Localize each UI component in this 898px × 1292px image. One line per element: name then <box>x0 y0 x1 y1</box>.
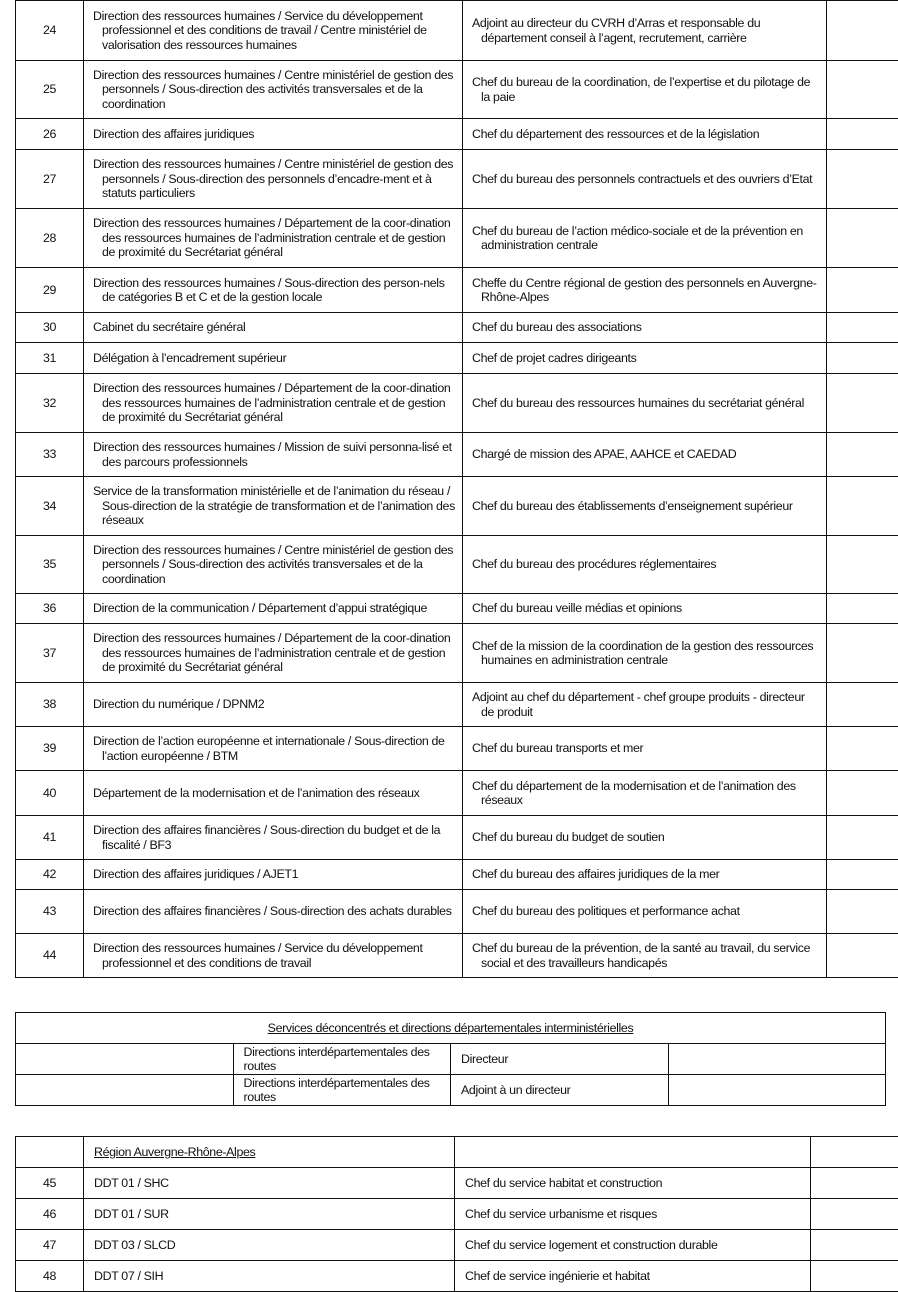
row-service: Direction des ressources humaines / Département de la coor-dination des ressources humaines de l’administration centrale et de gestion de proximité du Secrétariat général <box>84 209 463 268</box>
region-header-row <box>16 1137 898 1168</box>
table-row <box>16 1 898 61</box>
row-service: Cabinet du secrétaire général <box>84 313 463 343</box>
row-empty-cell <box>827 727 898 771</box>
row-number: 37 <box>16 624 84 683</box>
row-function: Adjoint au directeur du CVRH d’Arras et responsable du département conseil à l’agent, recrutement, carrière <box>463 1 827 61</box>
row-function: Chef de la mission de la coordination de la gestion des ressources humaines en administration centrale <box>463 624 827 683</box>
row-empty-cell <box>827 150 898 209</box>
row-empty-cell <box>827 374 898 433</box>
table-row <box>16 313 898 343</box>
row-function: Chef du bureau de la prévention, de la santé au travail, du service social et des travailleurs handicapés <box>463 934 827 978</box>
row-service: Direction des affaires financières / Sous-direction du budget et de la fiscalité / BF3 <box>84 816 463 860</box>
row-service: Direction des affaires juridiques / AJET1 <box>84 860 463 890</box>
table-row <box>16 1168 898 1199</box>
row-empty-cell <box>668 1075 886 1106</box>
row-number: 48 <box>16 1261 84 1292</box>
row-number: 41 <box>16 816 84 860</box>
row-empty-cell <box>811 1230 898 1261</box>
row-number: 39 <box>16 727 84 771</box>
row-function: Chef du département des ressources et de la législation <box>463 119 827 150</box>
row-number: 40 <box>16 771 84 816</box>
row-empty-cell <box>811 1199 898 1230</box>
row-service: Direction des ressources humaines / Sous-direction des person-nels de catégories B et C et de la gestion locale <box>84 268 463 313</box>
row-number <box>16 1044 234 1075</box>
row-function: Chef du service urbanisme et risques <box>455 1199 811 1230</box>
row-number: 35 <box>16 536 84 594</box>
section-title-row <box>16 1013 886 1044</box>
table-row <box>16 61 898 119</box>
row-function: Chargé de mission des APAE, AAHCE et CAEDAD <box>463 433 827 477</box>
table-row <box>16 119 898 150</box>
row-number: 28 <box>16 209 84 268</box>
row-function: Chef du bureau des procédures réglementaires <box>463 536 827 594</box>
row-empty-cell <box>827 313 898 343</box>
table-row <box>16 816 898 860</box>
table-row <box>16 771 898 816</box>
row-number: 29 <box>16 268 84 313</box>
row-empty-cell <box>827 477 898 536</box>
table-row <box>16 1199 898 1230</box>
table-row <box>16 1261 898 1292</box>
row-function: Chef du bureau des ressources humaines du secrétariat général <box>463 374 827 433</box>
row-service: Direction des ressources humaines / Mission de suivi personna-lisé et des parcours professionnels <box>84 433 463 477</box>
row-empty-cell <box>827 594 898 624</box>
row-number: 44 <box>16 934 84 978</box>
row-number: 30 <box>16 313 84 343</box>
row-empty-cell <box>827 343 898 374</box>
row-empty-cell <box>827 209 898 268</box>
row-number: 33 <box>16 433 84 477</box>
table-row <box>16 209 898 268</box>
row-function: Chef du bureau des établissements d’enseignement supérieur <box>463 477 827 536</box>
table-row <box>16 433 898 477</box>
row-empty-cell <box>811 1137 898 1168</box>
row-empty-cell <box>827 1 898 61</box>
row-function: Chef du service habitat et construction <box>455 1168 811 1199</box>
region-label-cell <box>84 1137 455 1168</box>
row-service: Délégation à l’encadrement supérieur <box>84 343 463 374</box>
row-number: 47 <box>16 1230 84 1261</box>
row-service: Direction des ressources humaines / Centre ministériel de gestion des personnels / Sous-direction des activités transversales et de la coordination <box>84 61 463 119</box>
row-service: Département de la modernisation et de l’animation des réseaux <box>84 771 463 816</box>
row-service: Direction des ressources humaines / Service du développement professionnel et des conditions de travail <box>84 934 463 978</box>
row-empty-cell <box>827 860 898 890</box>
row-empty-cell <box>827 816 898 860</box>
row-empty-cell <box>668 1044 886 1075</box>
row-service: Direction des affaires financières / Sous-direction des achats durables <box>84 890 463 934</box>
table-row <box>16 934 898 978</box>
row-function: Chef du bureau de la coordination, de l’expertise et du pilotage de la paie <box>463 61 827 119</box>
row-function: Cheffe du Centre régional de gestion des personnels en Auvergne-Rhône-Alpes <box>463 268 827 313</box>
table-row <box>16 150 898 209</box>
row-number: 32 <box>16 374 84 433</box>
row-service: Direction des ressources humaines / Département de la coor-dination des ressources humaines de l’administration centrale et de gestion de proximité du Secrétariat général <box>84 374 463 433</box>
row-number: 43 <box>16 890 84 934</box>
table-row <box>16 374 898 433</box>
row-number: 38 <box>16 683 84 727</box>
row-function: Chef du bureau des associations <box>463 313 827 343</box>
row-service: Service de la transformation ministérielle et de l’animation du réseau / Sous-direction de la stratégie de transformation et de l’animation des réseaux <box>84 477 463 536</box>
table-row <box>16 1044 886 1075</box>
row-number: 36 <box>16 594 84 624</box>
row-function: Chef du bureau transports et mer <box>463 727 827 771</box>
row-empty-cell <box>827 268 898 313</box>
table-row <box>16 594 898 624</box>
row-function: Chef du bureau de l’action médico-sociale et de la prévention en administration centrale <box>463 209 827 268</box>
row-function: Chef du bureau veille médias et opinions <box>463 594 827 624</box>
row-number: 24 <box>16 1 84 61</box>
row-function: Chef du bureau du budget de soutien <box>463 816 827 860</box>
row-service: Direction des ressources humaines / Centre ministériel de gestion des personnels / Sous-direction des activités transversales et de la coordination <box>84 536 463 594</box>
row-function <box>455 1137 811 1168</box>
row-number: 45 <box>16 1168 84 1199</box>
row-service: Direction des affaires juridiques <box>84 119 463 150</box>
table-row <box>16 860 898 890</box>
main-positions-table <box>15 0 898 978</box>
table-row <box>16 1230 898 1261</box>
table-row <box>16 1075 886 1106</box>
row-number: 25 <box>16 61 84 119</box>
row-number <box>16 1137 84 1168</box>
row-service: DDT 07 / SIH <box>84 1261 455 1292</box>
row-empty-cell <box>827 536 898 594</box>
row-function: Directeur <box>451 1044 669 1075</box>
row-function: Chef du bureau des politiques et performance achat <box>463 890 827 934</box>
row-service: Direction des ressources humaines / Département de la coor-dination des ressources humaines de l’administration centrale et de gestion de proximité du Secrétariat général <box>84 624 463 683</box>
row-function: Adjoint à un directeur <box>451 1075 669 1106</box>
row-number: 26 <box>16 119 84 150</box>
row-empty-cell <box>827 119 898 150</box>
row-service: Direction des ressources humaines / Service du développement professionnel et des conditions de travail / Centre ministériel de valorisation des ressources humaines <box>84 1 463 61</box>
region-label: Région Auvergne-Rhône-Alpes <box>94 1145 255 1159</box>
row-service: Direction de la communication / Département d’appui stratégique <box>84 594 463 624</box>
row-number: 42 <box>16 860 84 890</box>
row-service: Direction de l’action européenne et internationale / Sous-direction de l’action européenne / BTM <box>84 727 463 771</box>
row-function: Chef du bureau des personnels contractuels et des ouvriers d’Etat <box>463 150 827 209</box>
table-row <box>16 624 898 683</box>
row-empty-cell <box>811 1168 898 1199</box>
row-function: Chef du département de la modernisation et de l’animation des réseaux <box>463 771 827 816</box>
row-empty-cell <box>811 1261 898 1292</box>
row-empty-cell <box>827 61 898 119</box>
row-number: 46 <box>16 1199 84 1230</box>
table-row <box>16 727 898 771</box>
row-service: DDT 03 / SLCD <box>84 1230 455 1261</box>
region-table <box>15 1136 898 1292</box>
row-empty-cell <box>827 433 898 477</box>
table-row <box>16 683 898 727</box>
row-service: DDT 01 / SHC <box>84 1168 455 1199</box>
row-function: Chef de projet cadres dirigeants <box>463 343 827 374</box>
section-title-cell <box>16 1013 886 1044</box>
row-service: Directions interdépartementales des routes <box>233 1075 451 1106</box>
row-empty-cell <box>827 771 898 816</box>
row-service: Direction du numérique / DPNM2 <box>84 683 463 727</box>
section-title: Services déconcentrés et directions départementales interministérielles <box>268 1021 634 1035</box>
row-service: Direction des ressources humaines / Centre ministériel de gestion des personnels / Sous-direction des personnels d’encadre-ment et à statuts particuliers <box>84 150 463 209</box>
row-empty-cell <box>827 624 898 683</box>
row-empty-cell <box>827 890 898 934</box>
table-row <box>16 268 898 313</box>
table-row <box>16 343 898 374</box>
row-service: Directions interdépartementales des routes <box>233 1044 451 1075</box>
row-function: Chef de service ingénierie et habitat <box>455 1261 811 1292</box>
row-number: 34 <box>16 477 84 536</box>
row-number: 27 <box>16 150 84 209</box>
table-row <box>16 477 898 536</box>
row-service: DDT 01 / SUR <box>84 1199 455 1230</box>
table-row <box>16 890 898 934</box>
row-function: Chef du bureau des affaires juridiques de la mer <box>463 860 827 890</box>
services-deconcentres-table <box>15 1012 886 1106</box>
row-empty-cell <box>827 934 898 978</box>
row-function: Chef du service logement et construction durable <box>455 1230 811 1261</box>
row-empty-cell <box>827 683 898 727</box>
row-number: 31 <box>16 343 84 374</box>
row-number <box>16 1075 234 1106</box>
table-row <box>16 536 898 594</box>
row-function: Adjoint au chef du département - chef groupe produits - directeur de produit <box>463 683 827 727</box>
